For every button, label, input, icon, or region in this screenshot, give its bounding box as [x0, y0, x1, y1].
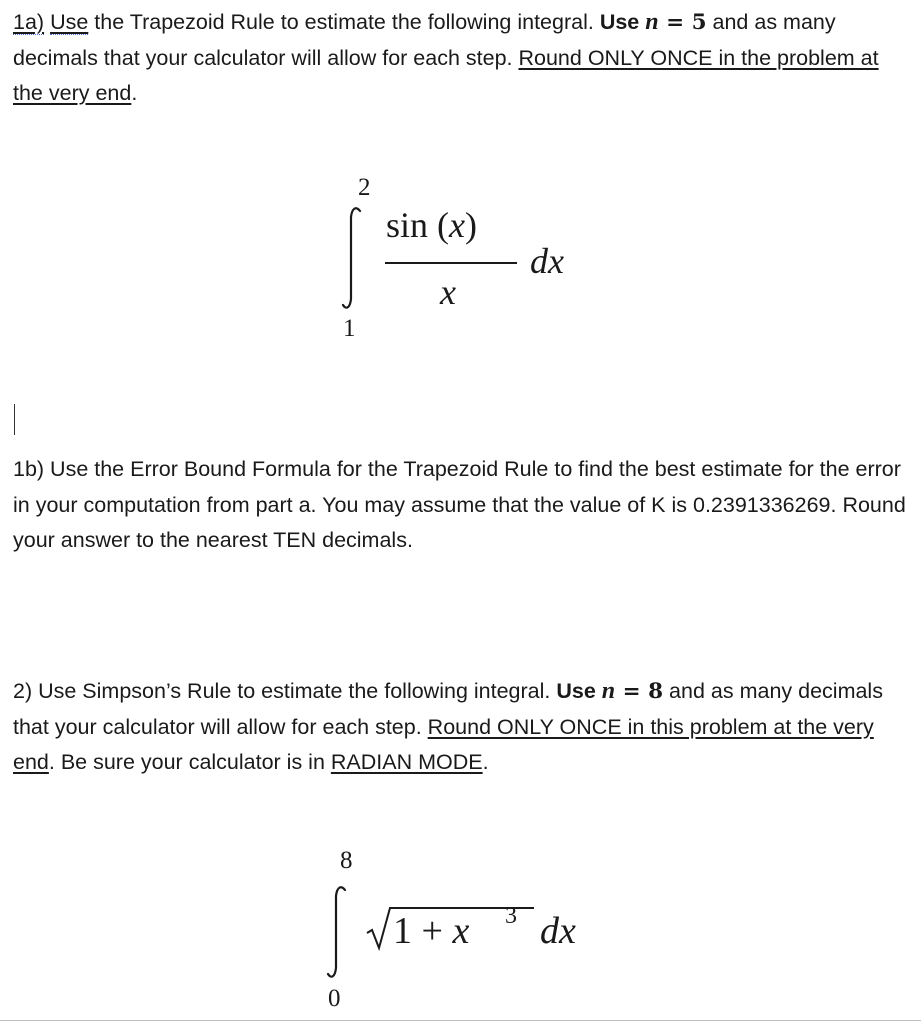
integral-sign-1 — [340, 205, 364, 311]
integral-1-denominator: x — [440, 272, 456, 312]
integral-2-upper: 8 — [340, 847, 353, 874]
question-2 — [13, 674, 908, 781]
q2-end: . — [482, 750, 489, 774]
q2-mid: . Be sure your calculator is in — [48, 750, 331, 774]
q1a-use-n: Use — [599, 10, 646, 34]
q2-intro: 2) Use Simpson’s Rule to estimate the following integral. — [13, 679, 557, 703]
integral-1-upper: 2 — [358, 174, 371, 201]
question-1a — [13, 5, 908, 112]
q1a-round-once: Round ONLY ONCE in the problem at the very end — [13, 45, 879, 105]
q1a-label: 1a) — [13, 10, 45, 34]
integral-1-numerator: sin (x) — [386, 205, 477, 245]
q2-use-n: Use — [556, 679, 602, 703]
q1a-end: . — [131, 81, 138, 105]
q2-n-eq: = 8 — [615, 679, 664, 704]
q1a-n-eq: = 5 — [658, 10, 707, 35]
question-1b — [13, 452, 908, 559]
q1a-after-n: and as many decimals that your calculator will allow for each step. — [13, 10, 836, 70]
q2-after-n: and as many decimals that your calculator will allow for each step. — [13, 679, 883, 739]
integral-1-lower: 1 — [343, 315, 356, 342]
integral-sign-2 — [325, 884, 349, 980]
integral-1-fraction-bar — [385, 262, 517, 264]
q1a-intro: the Trapezoid Rule to estimate the following integral. — [88, 10, 600, 34]
q2-radian: RADIAN MODE — [330, 750, 483, 774]
integral-1-dx: dx — [530, 241, 564, 281]
q1a-use: Use — [50, 10, 89, 34]
q1b-text: 1b) Use the Error Bound Formula for the Trapezoid Rule to find the best estimate for the error in your computation from part a. You may assume that the value of K is 0.2391336269. Round your answer to the nearest TEN decimals. — [13, 457, 906, 552]
q2-round-once: Round ONLY ONCE in this problem at the very end — [13, 714, 874, 774]
integral-2-exponent: 3 — [505, 903, 517, 929]
integral-2-lower: 0 — [328, 985, 341, 1012]
integral-2-dx: dx — [540, 910, 576, 952]
q1a-n-var: n — [645, 9, 659, 35]
page-bottom-divider — [0, 1020, 921, 1021]
integral-2-radicand: 1 + x — [393, 910, 470, 952]
text-cursor — [14, 404, 15, 435]
q2-n-var: n — [601, 678, 616, 704]
